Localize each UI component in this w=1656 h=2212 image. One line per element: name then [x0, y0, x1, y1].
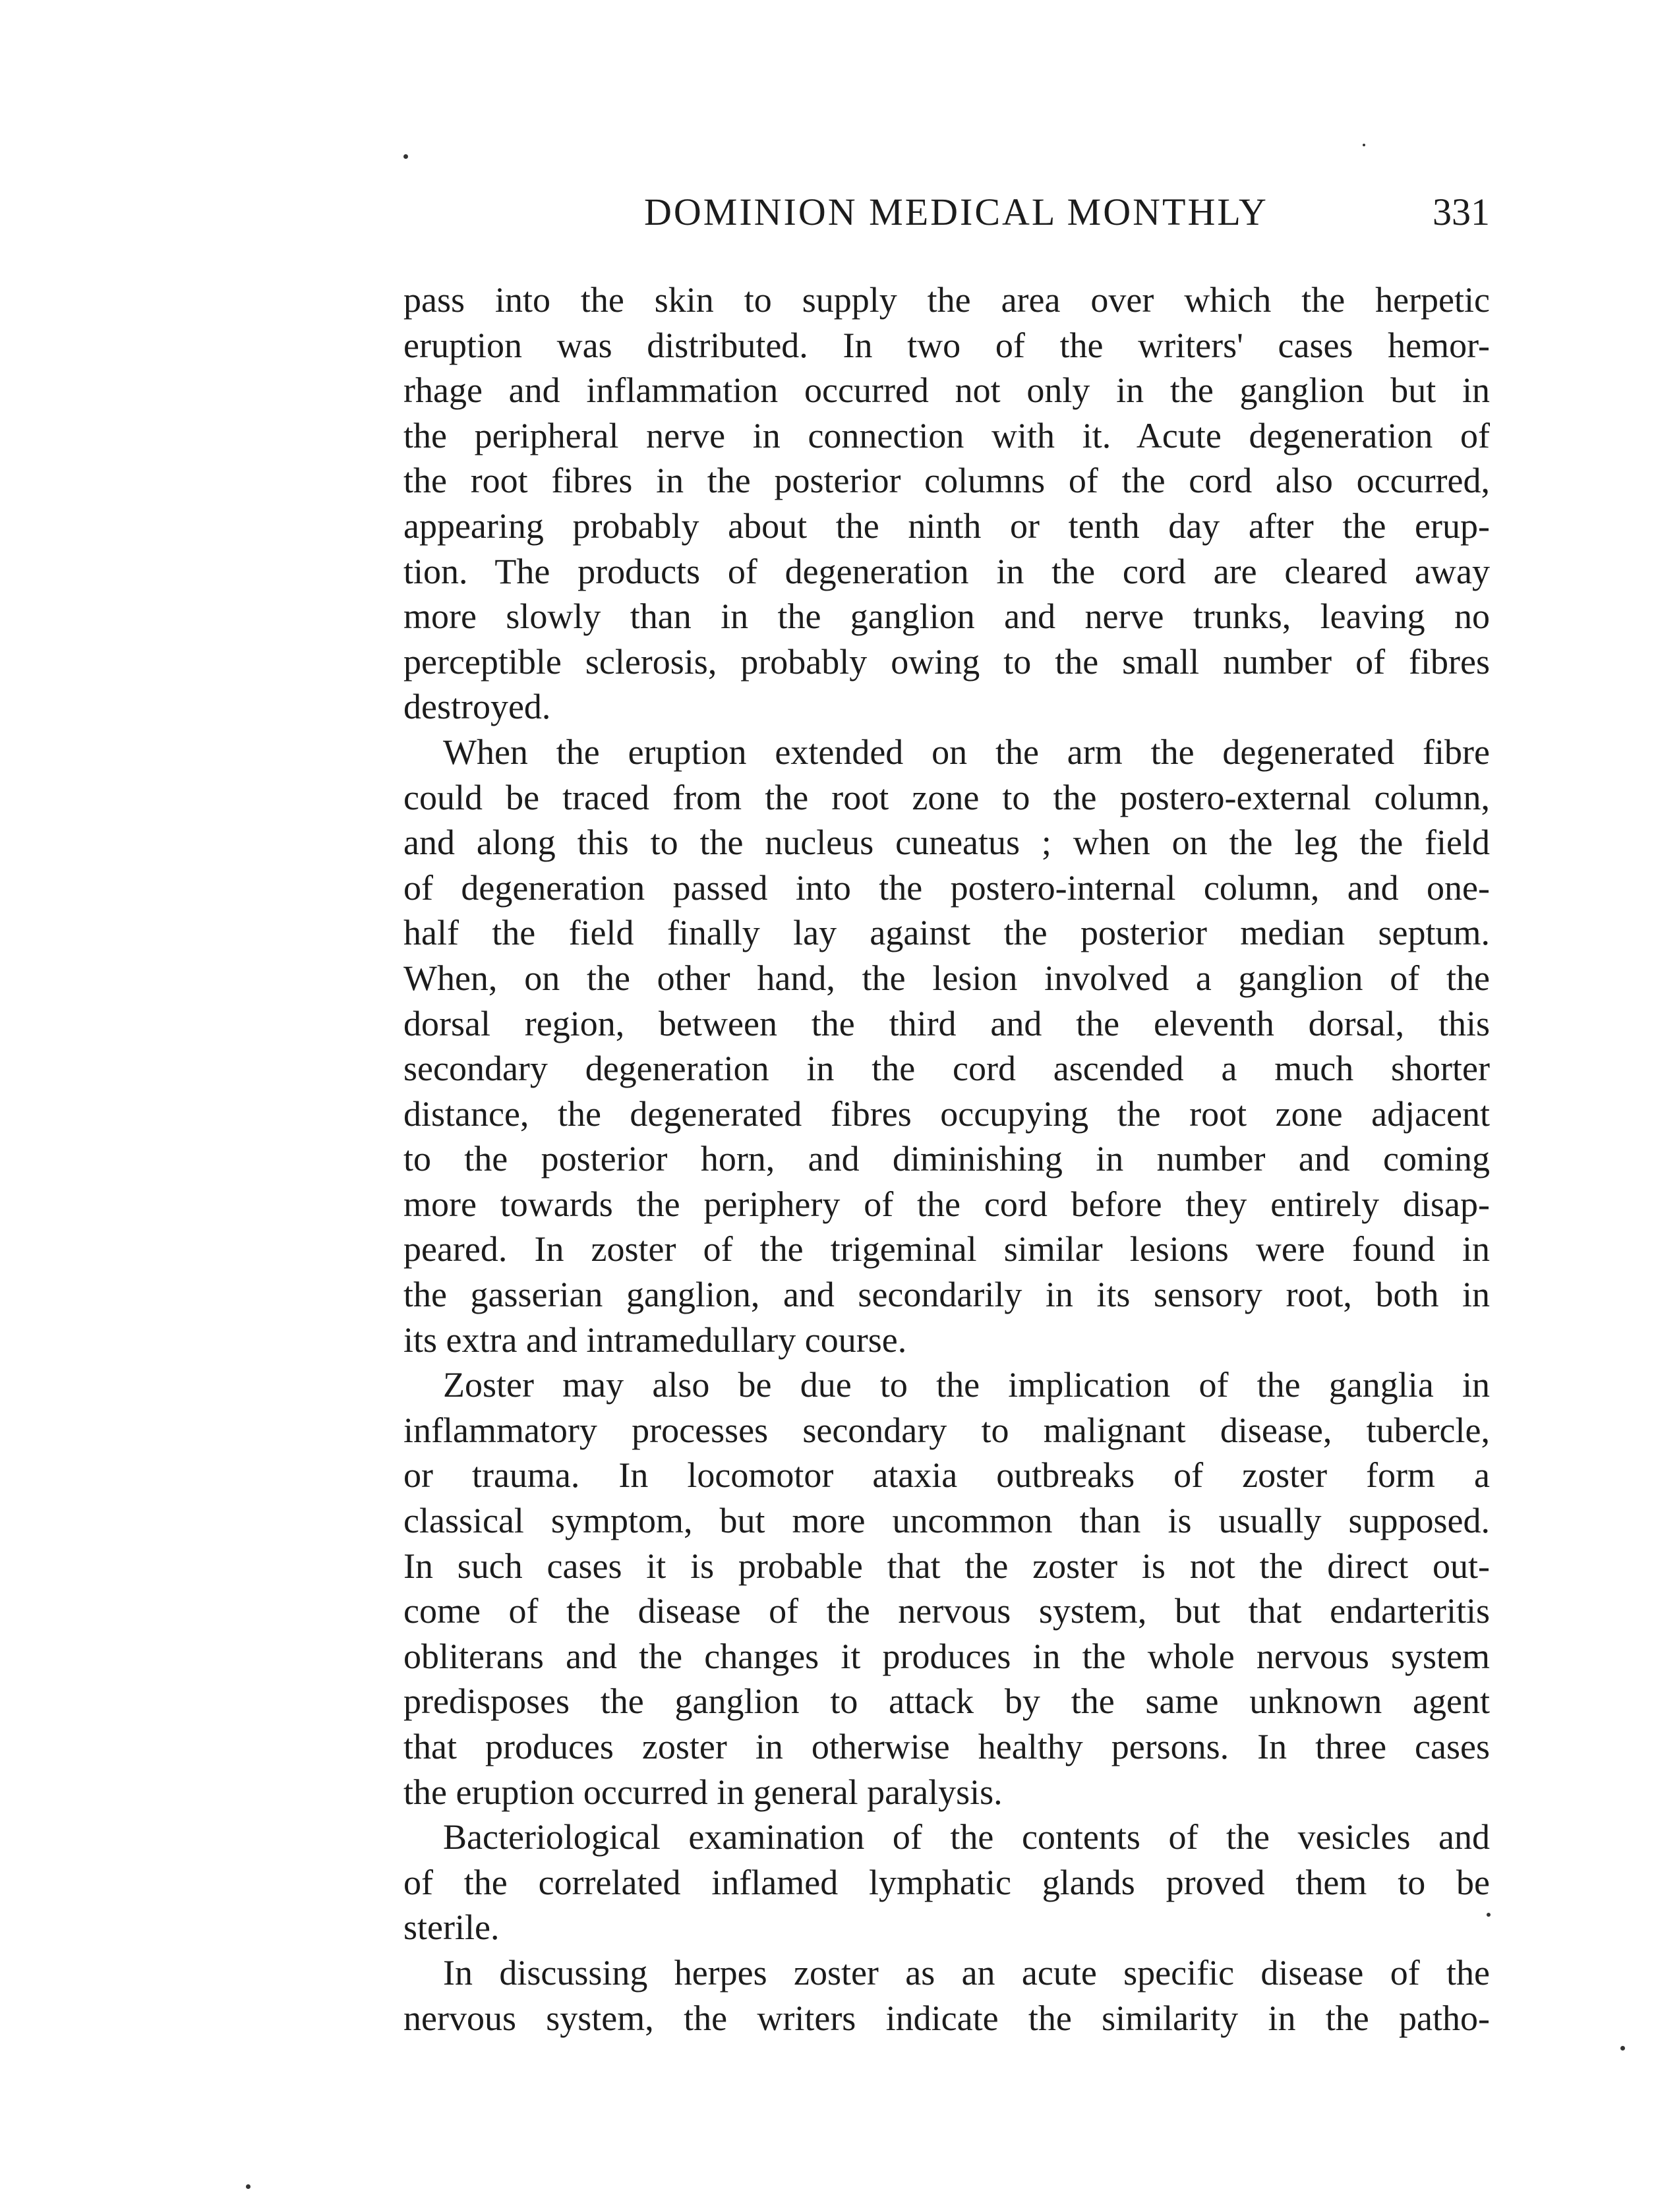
- text-line: could be traced from the root zone to the postero-external column,: [403, 777, 1490, 817]
- text-line: more slowly than in the ganglion and nerve trunks, leaving no: [403, 597, 1490, 637]
- text-line: In discussing herpes zoster as an acute specific disease of the: [443, 1952, 1490, 1993]
- running-title: DOMINION MEDICAL MONTHLY: [644, 190, 1268, 233]
- text-line: eruption was distributed. In two of the writers' cases hemor-: [403, 325, 1490, 365]
- text-line: peared. In zoster of the trigeminal similar lesions were found in: [403, 1229, 1490, 1269]
- text-line: sterile.: [403, 1907, 500, 1948]
- text-line: tion. The products of degeneration in the cord are cleared away: [403, 551, 1490, 591]
- text-line: the gasserian ganglion, and secondarily in its sensory root, both in: [403, 1275, 1490, 1315]
- text-line: rhage and inflammation occurred not only in the ganglion but in: [403, 370, 1490, 411]
- scan-speck: [1487, 1913, 1491, 1917]
- text-line: that produces zoster in otherwise healthy persons. In three cases: [403, 1727, 1490, 1766]
- text-line: or trauma. In locomotor ataxia outbreaks of zoster form a: [403, 1455, 1490, 1496]
- paragraph-1: [403, 277, 1490, 730]
- text-line: appearing probably about the ninth or tenth day after the erup-: [403, 506, 1490, 546]
- text-line: of the correlated inflamed lymphatic glands proved them to be: [403, 1862, 1490, 1902]
- text-line: to the posterior horn, and diminishing in number and coming: [403, 1139, 1490, 1179]
- paragraph-5: [403, 1950, 1490, 2041]
- paragraph-4: [403, 1815, 1490, 1950]
- text-line: When, on the other hand, the lesion involved a ganglion of the: [403, 958, 1490, 998]
- text-line: Bacteriological examination of the contents of the vesicles and: [443, 1817, 1490, 1857]
- text-line: and along this to the nucleus cuneatus ; when on the leg the field: [403, 823, 1490, 863]
- text-line: Zoster may also be due to the implication of the ganglia in: [443, 1365, 1490, 1405]
- text-line: destroyed.: [403, 687, 551, 727]
- page-number: 331: [1433, 190, 1490, 233]
- text-line: When the eruption extended on the arm the degenerated fibre: [443, 732, 1490, 772]
- text-line: distance, the degenerated fibres occupying the root zone adjacent: [403, 1093, 1490, 1134]
- text-line: predisposes the ganglion to attack by the same unknown agent: [403, 1681, 1490, 1722]
- scan-speck: [1363, 144, 1365, 146]
- scan-speck: [403, 154, 408, 159]
- text-line: nervous system, the writers indicate the similarity in the patho-: [403, 1998, 1490, 2038]
- text-line: of degeneration passed into the postero-internal column, and one-: [403, 867, 1490, 908]
- text-line: classical symptom, but more uncommon than is usually supposed.: [403, 1501, 1490, 1541]
- text-line: In such cases it is probable that the zoster is not the direct out-: [403, 1546, 1490, 1586]
- text-line: the root fibres in the posterior columns of the cord also occurred,: [403, 461, 1490, 501]
- paragraph-2: [403, 730, 1490, 1362]
- running-header: [403, 189, 1490, 242]
- text-line: the peripheral nerve in connection with it. Acute degeneration of: [403, 415, 1490, 455]
- text-line: the eruption occurred in general paralysis.: [403, 1772, 1003, 1812]
- text-line: its extra and intramedullary course.: [403, 1320, 907, 1360]
- text-line: pass into the skin to supply the area over which the herpetic: [403, 280, 1490, 320]
- text-line: secondary degeneration in the cord ascended a much shorter: [403, 1049, 1490, 1089]
- text-line: obliterans and the changes it produces in the whole nervous system: [403, 1636, 1490, 1676]
- article-body: [403, 277, 1490, 2041]
- text-line: perceptible sclerosis, probably owing to the small number of fibres: [403, 641, 1490, 682]
- text-line: inflammatory processes secondary to malignant disease, tubercle,: [403, 1410, 1490, 1450]
- text-line: more towards the periphery of the cord before they entirely disap-: [403, 1184, 1490, 1224]
- paragraph-3: [403, 1362, 1490, 1815]
- text-line: half the field finally lay against the posterior median septum.: [403, 913, 1490, 953]
- scan-speck: [1620, 2046, 1625, 2051]
- scan-speck: [246, 2184, 251, 2189]
- text-line: dorsal region, between the third and the eleventh dorsal, this: [403, 1003, 1490, 1043]
- text-line: come of the disease of the nervous system, but that endarteritis: [403, 1591, 1490, 1631]
